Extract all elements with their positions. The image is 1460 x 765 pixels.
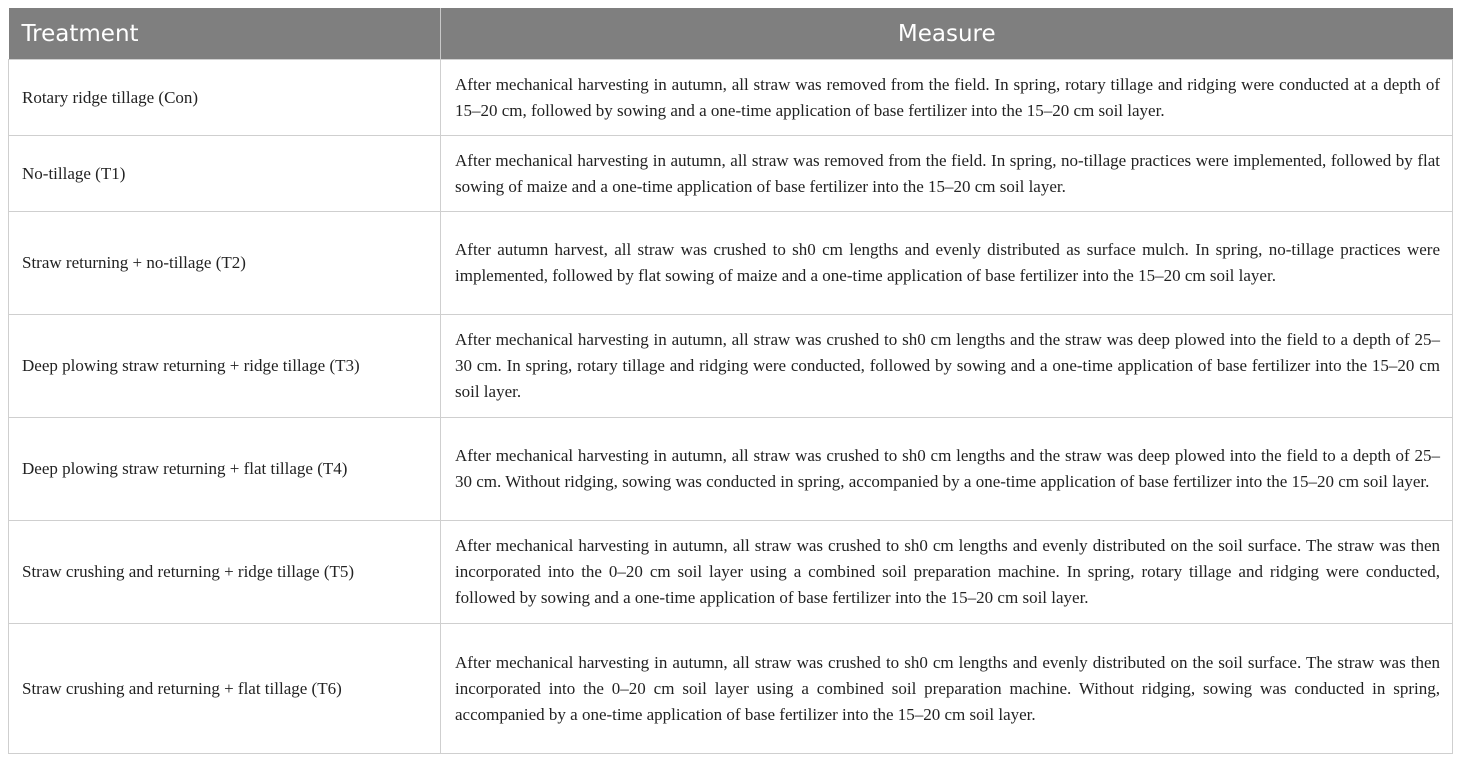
treatment-cell: Straw returning + no-tillage (T2) <box>9 212 441 315</box>
treatment-cell: No-tillage (T1) <box>9 136 441 212</box>
header-row <box>9 8 1453 60</box>
treatment-cell: Deep plowing straw returning + flat tillage (T4) <box>9 418 441 521</box>
treatment-cell: Rotary ridge tillage (Con) <box>9 60 441 136</box>
treatment-cell: Straw crushing and returning + flat tillage (T6) <box>9 624 441 754</box>
measure-cell: After mechanical harvesting in autumn, all straw was removed from the field. In spring, rotary tillage and ridging were conducted at a depth of 15–20 cm, followed by sowing and a one-time application of base fertilizer into the 15–20 cm soil layer. <box>441 60 1453 136</box>
measure-cell: After autumn harvest, all straw was crushed to sh0 cm lengths and evenly distributed as surface mulch. In spring, no-tillage practices were implemented, followed by flat sowing of maize and a one-time application of base fertilizer into the 15–20 cm soil layer. <box>441 212 1453 315</box>
table-body <box>9 60 1453 754</box>
measure-cell: After mechanical harvesting in autumn, all straw was removed from the field. In spring, no-tillage practices were implemented, followed by flat sowing of maize and a one-time application of base fertilizer into the 15–20 cm soil layer. <box>441 136 1453 212</box>
table-header <box>9 8 1453 60</box>
measure-cell: After mechanical harvesting in autumn, all straw was crushed to sh0 cm lengths and evenly distributed on the soil surface. The straw was then incorporated into the 0–20 cm soil layer using a combined soil preparation machine. In spring, rotary tillage and ridging were conducted, followed by sowing and a one-time application of base fertilizer into the 15–20 cm soil layer. <box>441 521 1453 624</box>
treatment-table <box>8 8 1453 754</box>
treatment-table-container <box>8 8 1452 754</box>
table-row <box>9 624 1453 754</box>
column-header-treatment: Treatment <box>9 8 441 60</box>
treatment-cell: Straw crushing and returning + ridge tillage (T5) <box>9 521 441 624</box>
table-row <box>9 60 1453 136</box>
measure-cell: After mechanical harvesting in autumn, all straw was crushed to sh0 cm lengths and evenly distributed on the soil surface. The straw was then incorporated into the 0–20 cm soil layer using a combined soil preparation machine. Without ridging, sowing was conducted in spring, accompanied by a one-time application of base fertilizer into the 15–20 cm soil layer. <box>441 624 1453 754</box>
measure-cell: After mechanical harvesting in autumn, all straw was crushed to sh0 cm lengths and the straw was deep plowed into the field to a depth of 25–30 cm. Without ridging, sowing was conducted in spring, accompanied by a one-time application of base fertilizer into the 15–20 cm soil layer. <box>441 418 1453 521</box>
table-row <box>9 315 1453 418</box>
treatment-cell: Deep plowing straw returning + ridge tillage (T3) <box>9 315 441 418</box>
table-row <box>9 212 1453 315</box>
table-row <box>9 136 1453 212</box>
table-row <box>9 418 1453 521</box>
measure-cell: After mechanical harvesting in autumn, all straw was crushed to sh0 cm lengths and the straw was deep plowed into the field to a depth of 25–30 cm. In spring, rotary tillage and ridging were conducted, followed by sowing and a one-time application of base fertilizer into the 15–20 cm soil layer. <box>441 315 1453 418</box>
column-header-measure: Measure <box>441 8 1453 60</box>
table-row <box>9 521 1453 624</box>
